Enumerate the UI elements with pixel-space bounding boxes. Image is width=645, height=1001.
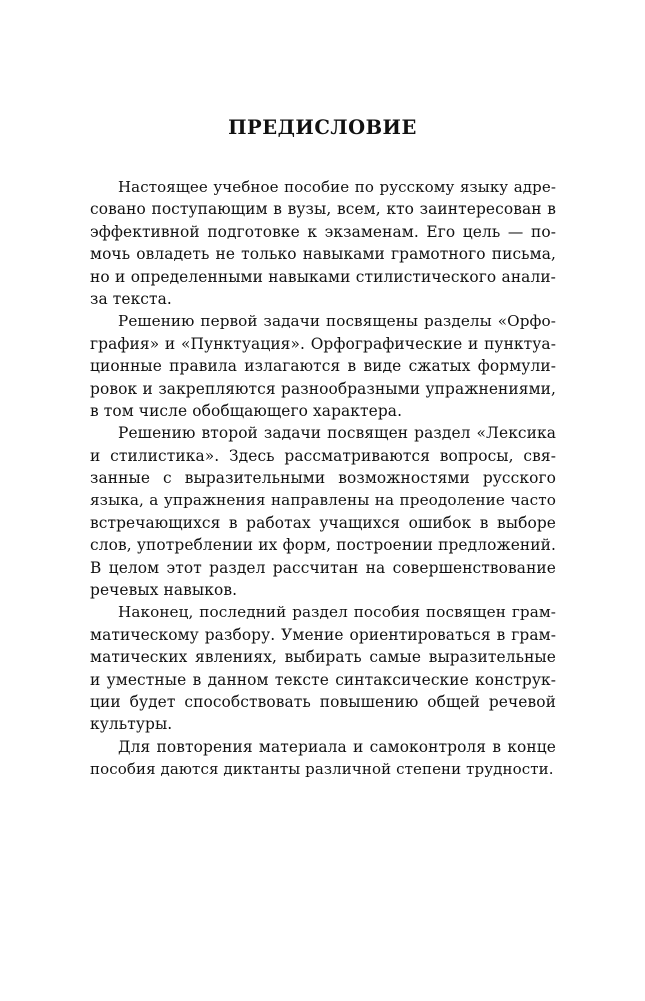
text-line: Для повторения материала и самоконтроля в конце: [118, 737, 556, 756]
text-line: ционные правила излагаются в виде сжатых формули-: [90, 357, 556, 376]
paragraph-2: [90, 310, 556, 422]
text-line: языка, а упражнения направлены на преодоление часто: [90, 491, 556, 510]
text-line: и стилистика». Здесь рассматриваются вопросы, свя-: [90, 446, 556, 465]
page-title: ПРЕДИСЛОВИЕ: [228, 116, 417, 139]
text-line: встречающихся в работах учащихся ошибок в выборе: [90, 513, 556, 532]
text-line: занные с выразительными возможностями русского: [90, 469, 556, 488]
text-line: Решению второй задачи посвящен раздел «Лексика: [118, 424, 556, 443]
text-line: В целом этот раздел рассчитан на совершенствование: [90, 558, 556, 577]
text-line: ции будет способствовать повышению общей речевой: [90, 692, 556, 711]
text-line: речевых навыков.: [90, 581, 238, 600]
text-line: матических явлениях, выбирать самые выразительные: [90, 648, 556, 667]
text-line: пособия даются диктанты различной степени трудности.: [90, 760, 554, 779]
text-line: матическому разбору. Умение ориентироваться в грам-: [90, 625, 556, 644]
paragraph-1: [90, 176, 556, 310]
text-line: в том числе обобщающего характера.: [90, 401, 403, 420]
text-line: эффективной подготовке к экзаменам. Его цель — по-: [90, 222, 556, 241]
text-line: ровок и закрепляются разнообразными упражнениями,: [90, 379, 556, 398]
text-line: Решению первой задачи посвящены разделы «Орфо-: [118, 312, 556, 331]
text-line: слов, употреблении их форм, построении предложений.: [90, 536, 556, 555]
text-line: Настоящее учебное пособие по русскому языку адре-: [118, 178, 556, 196]
text-line: культуры.: [90, 715, 173, 734]
paragraph-5: [90, 736, 556, 781]
paragraph-4: [90, 601, 556, 735]
text-line: совано поступающим в вузы, всем, кто заинтересован в: [90, 200, 556, 219]
text-line: Наконец, последний раздел пособия посвящен грам-: [118, 603, 556, 622]
paragraph-3: [90, 422, 556, 601]
text-line: но и определенными навыками стилистического анали-: [90, 267, 556, 286]
text-line: мочь овладеть не только навыками грамотного письма,: [90, 245, 556, 264]
preface-text: [90, 176, 556, 781]
text-line: графия» и «Пунктуация». Орфографические и пунктуа-: [90, 334, 556, 353]
text-line: за текста.: [90, 289, 172, 308]
text-line: и уместные в данном тексте синтаксические конструк-: [90, 670, 556, 689]
